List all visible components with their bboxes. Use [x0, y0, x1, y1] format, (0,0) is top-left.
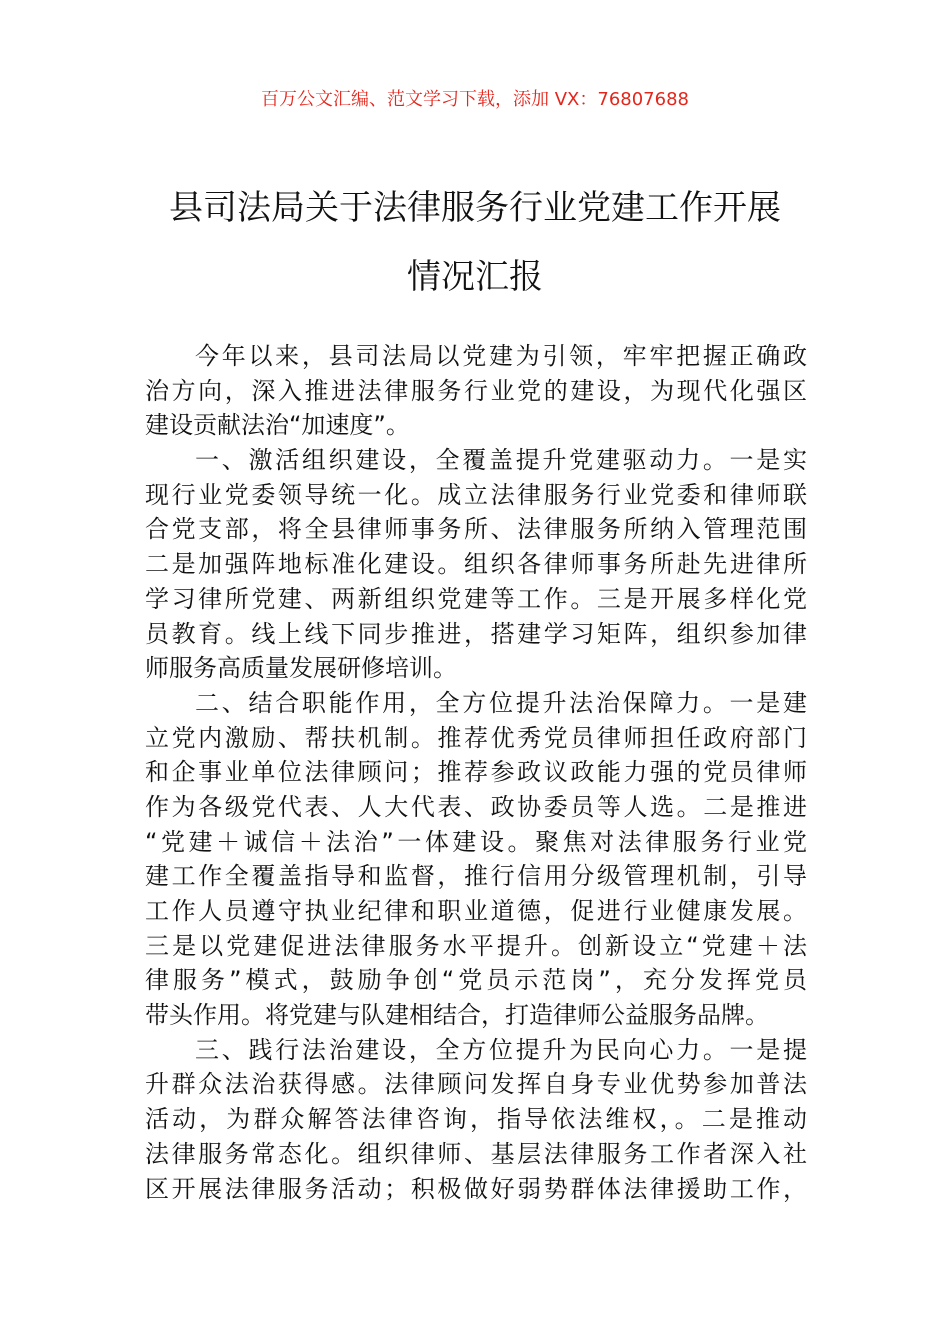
text-line: 和企事业单位法律顾问；推荐参政议政能力强的党员律师: [145, 758, 807, 787]
watermark-header: 百万公文汇编、范文学习下载，添加 VX：76807688: [261, 89, 689, 110]
text-line: 学习律所党建、两新组织党建等工作。三是开展多样化党: [145, 584, 807, 613]
text-line: 活动，为群众解答法律咨询，指导依法维权，。二是推动: [145, 1105, 807, 1134]
text-line: 今年以来，县司法局以党建为引领，牢牢把握正确政: [195, 342, 807, 370]
text-line: 现行业党委领导统一化。成立法律服务行业党委和律师联: [145, 480, 807, 509]
text-line: 一、激活组织建设，全覆盖提升党建驱动力。一是实: [195, 446, 807, 475]
text-line: 二是加强阵地标准化建设。组织各律师事务所赴先进律所: [145, 550, 807, 579]
paragraph: [145, 1033, 807, 1206]
text-line: 合党支部，将全县律师事务所、法律服务所纳入管理范围: [145, 515, 807, 544]
text-line: 二、结合职能作用，全方位提升法治保障力。一是建: [195, 688, 807, 717]
text-line: 员教育。线上线下同步推进，搭建学习矩阵，组织参加律: [145, 619, 807, 648]
document-title-line-2: 情况汇报: [407, 257, 543, 297]
text-line: 三是以党建促进法律服务水平提升。创新设立“党建＋法: [145, 931, 807, 960]
text-line: 律服务”模式，鼓励争创“党员示范岗”，充分发挥党员: [145, 966, 807, 995]
text-line: 师服务高质量发展研修培训。: [145, 654, 457, 683]
document-body: [145, 339, 807, 1206]
text-line: 三、践行法治建设，全方位提升为民向心力。一是提: [195, 1035, 807, 1064]
text-line: 法律服务常态化。组织律师、基层法律服务工作者深入社: [145, 1139, 807, 1168]
text-line: 升群众法治获得感。法律顾问发挥自身专业优势参加普法: [145, 1070, 807, 1099]
text-line: 区开展法律服务活动；积极做好弱势群体法律援助工作，: [145, 1174, 807, 1203]
text-line: 立党内激励、帮扶机制。推荐优秀党员律师担任政府部门: [145, 723, 807, 752]
text-line: 工作人员遵守执业纪律和职业道德，促进行业健康发展。: [145, 897, 807, 925]
text-line: 带头作用。将党建与队建相结合，打造律师公益服务品牌。: [145, 1001, 769, 1030]
paragraph: [145, 443, 807, 686]
text-line: “党建＋诚信＋法治”一体建设。聚焦对法律服务行业党: [145, 827, 807, 856]
text-line: 治方向，深入推进法律服务行业党的建设，为现代化强区: [145, 376, 807, 405]
paragraph: [145, 686, 807, 1033]
paragraph: [145, 339, 807, 443]
document-title-line-1: 县司法局关于法律服务行业党建工作开展: [169, 188, 781, 228]
text-line: 建工作全覆盖指导和监督，推行信用分级管理机制，引导: [145, 862, 807, 891]
text-line: 建设贡献法治“加速度”。: [145, 411, 410, 440]
text-line: 作为各级党代表、人大代表、政协委员等人选。二是推进: [145, 792, 807, 821]
